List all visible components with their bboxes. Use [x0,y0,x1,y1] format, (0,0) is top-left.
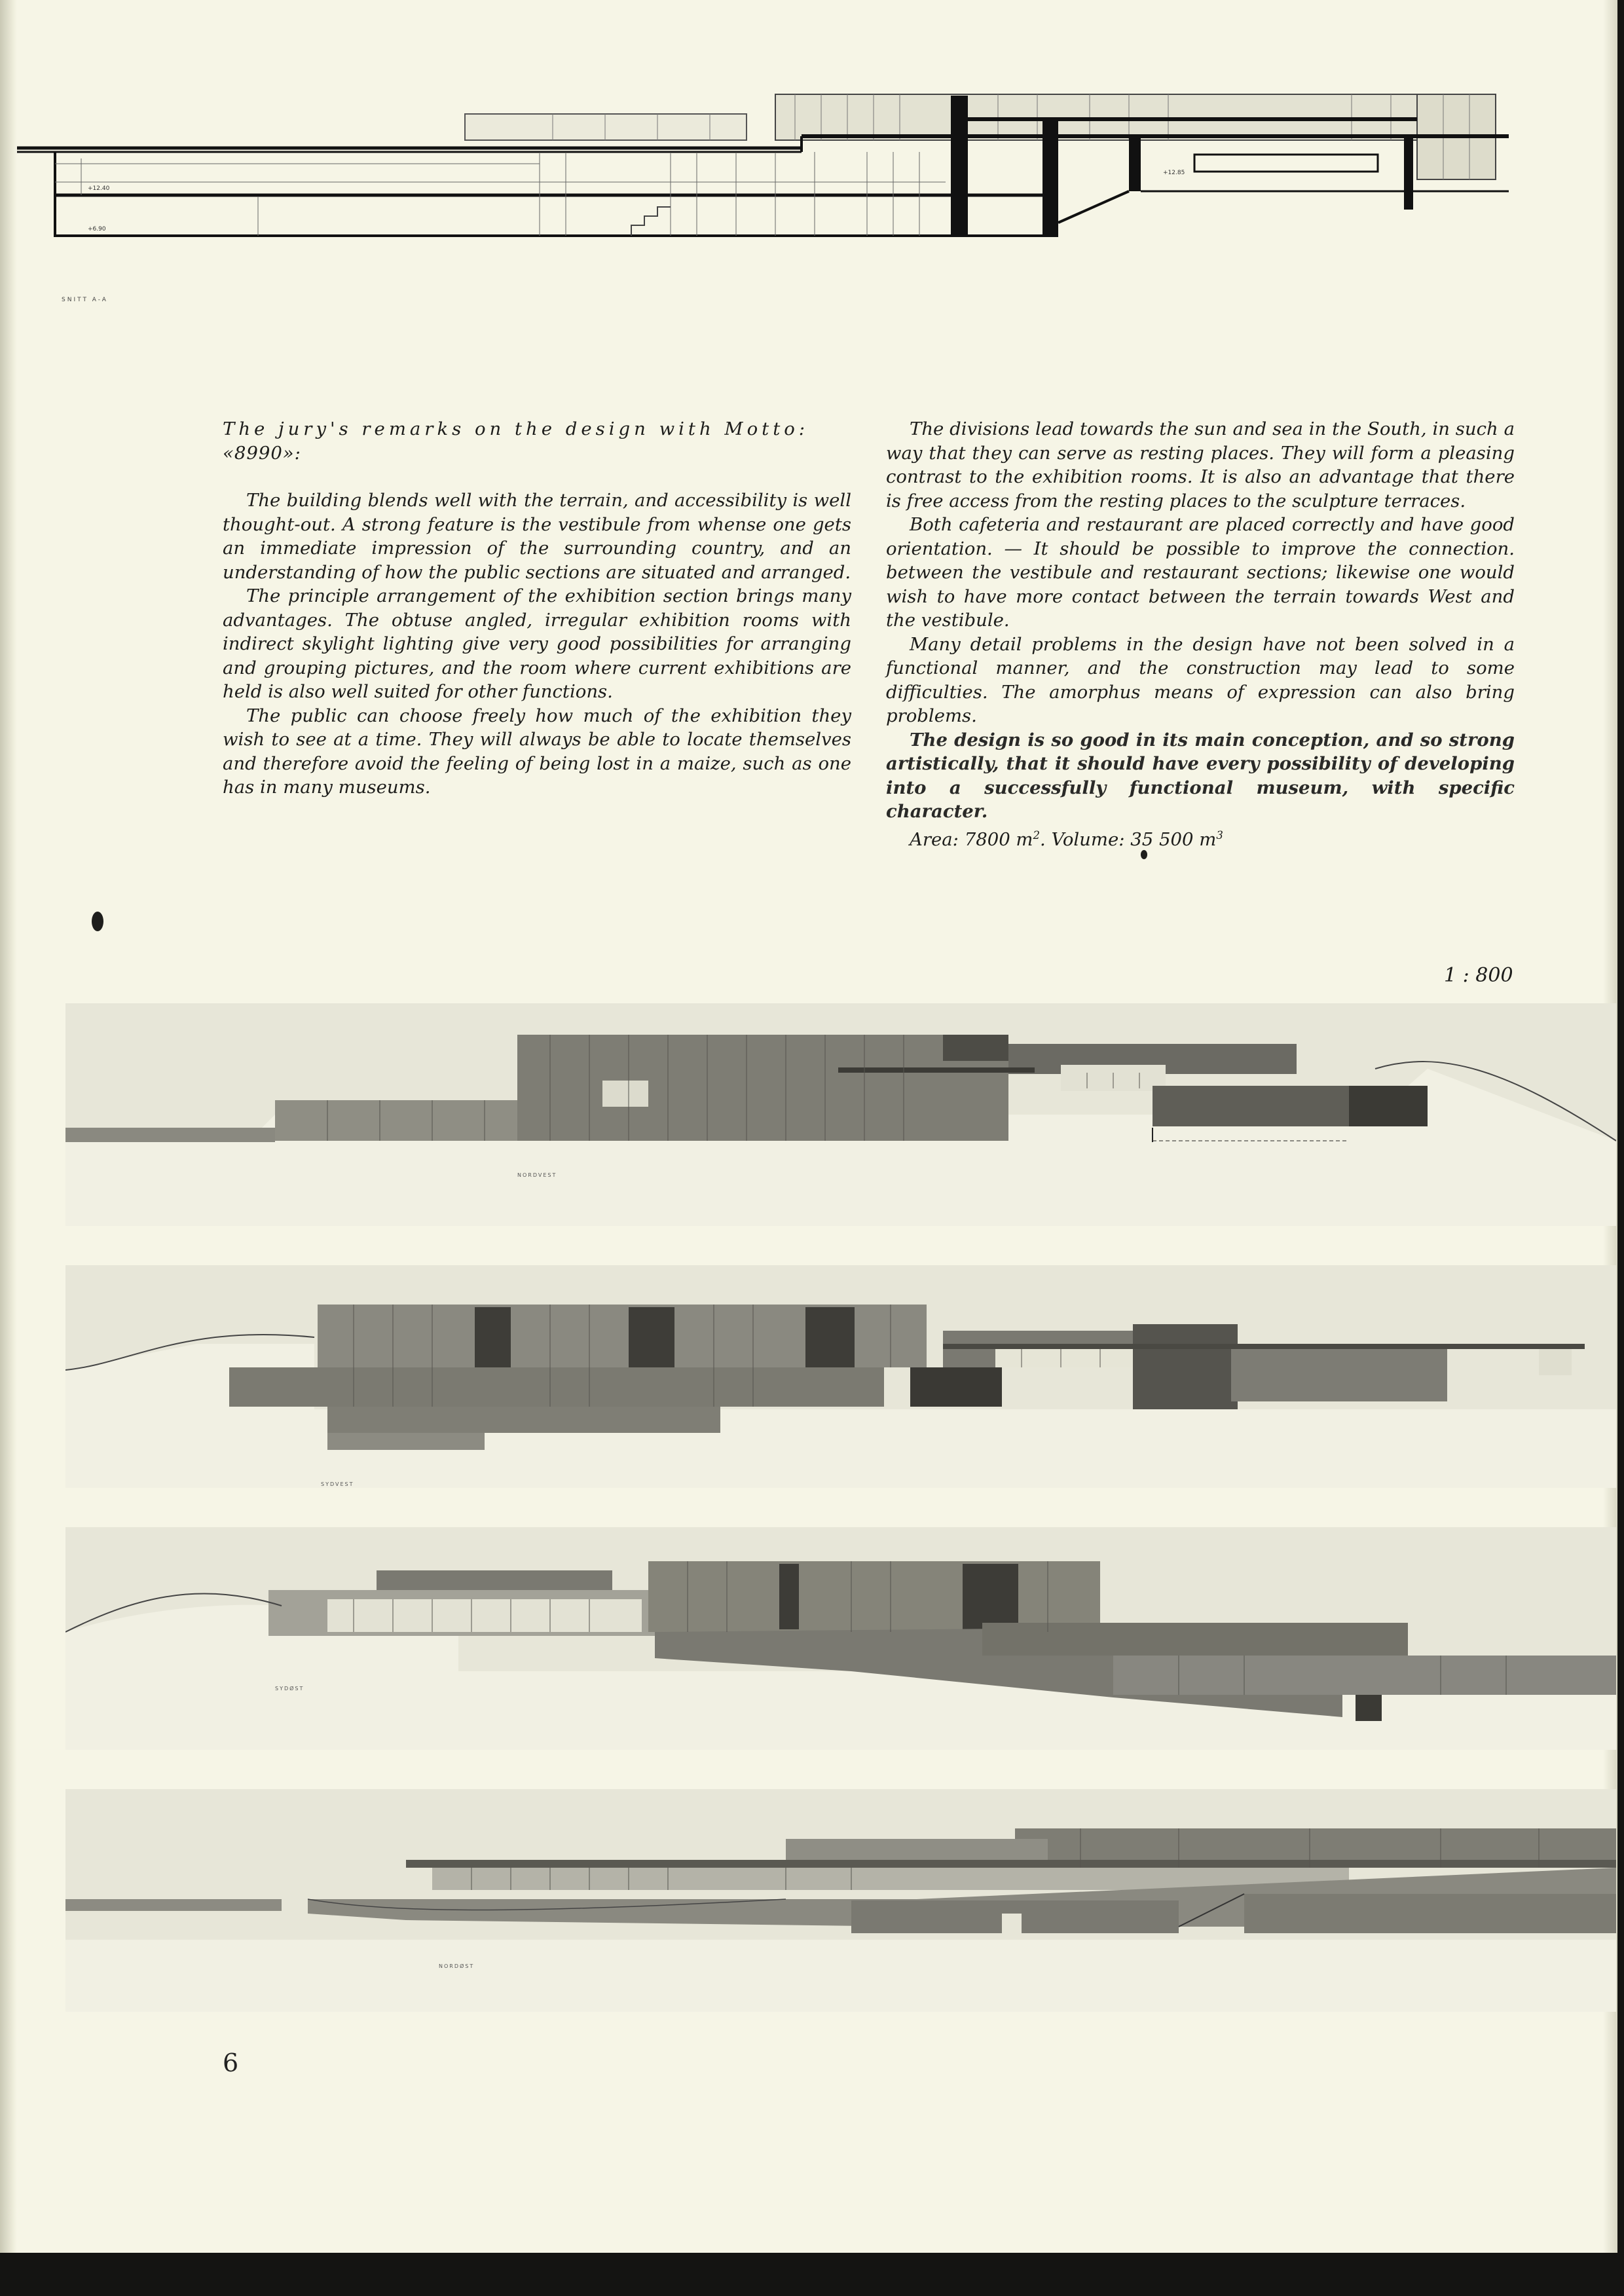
level-label: +12.40 [88,185,110,192]
page-number: 6 [223,2048,239,2077]
jury-paragraph: The public can choose freely how much of the exhibition they wish to see at a time. They will always be able to locate themselves and therefore avoid the feeling of being lost in a maize, such as one has in many museums. [223,705,851,798]
area-volume-line: Area: 7800 $m^2$. Volume: 35 500 $m^3$ [910,828,1223,850]
level-label: +12.85 [1163,170,1185,176]
jury-heading: The jury's remarks on the design with Motto: «8990»: [223,418,809,464]
elevation-label: NORDVEST [517,1172,557,1178]
jury-paragraph: The principle arrangement of the exhibition section brings many advantages. The obtuse angled, irregular exhibition rooms with indirect skylight lighting give very good possibilities for arranging and grouping pictures, and the room where current exhibitions are held is also well suited for other functions. [223,585,851,702]
motto: «8990»: [223,442,301,464]
ink-smudge [1141,850,1147,859]
elevation-label: SYDØST [275,1686,304,1692]
elevation-label: SYDVEST [321,1481,354,1487]
ink-smudge [92,912,103,931]
section-label: SNITT A-A [62,297,108,303]
scale-label: 1 : 800 [1444,964,1513,987]
elevation-panel [65,1789,1616,2012]
jury-text-right-column [886,417,1515,851]
binding-shadow [0,0,17,2253]
elevation-panel [65,1265,1616,1488]
jury-paragraph: Both cafeteria and restaurant are placed correctly and have good orientation. — It should be possible to improve the connection. between the vestibule and restaurant sections; likewise one would wish to have more contact between the terrain towards West and the vestibule. [886,514,1515,631]
jury-paragraph: The building blends well with the terrain, and accessibility is well thought-out. A strong feature is the vestibule from whense one gets an immediate impression of the surrounding country, and an understanding of how the public sections are situated and arranged. [223,490,851,583]
jury-paragraph: Many detail problems in the design have not been solved in a functional manner, and the construction may lead to some difficulties. The amorphus means of expression can also bring problems. [886,633,1515,726]
jury-conclusion: The design is so good in its main conception, and so strong artistically, that it should have every possibility of developing into a successfully functional museum, with specific character. [886,729,1515,822]
section-drawing [16,85,1522,255]
elevation-label: NORDØST [439,1963,475,1969]
elevation-panel [65,1003,1616,1226]
jury-text-left-column [223,417,851,800]
elevation-panel [65,1527,1616,1750]
level-label: +6.90 [88,226,106,232]
jury-paragraph: The divisions lead towards the sun and sea in the South, in such a way that they can serve as resting places. They will form a pleasing contrast to the exhibition rooms. It is also an advantage that there is free access from the resting places to the sculpture terraces. [886,418,1515,511]
